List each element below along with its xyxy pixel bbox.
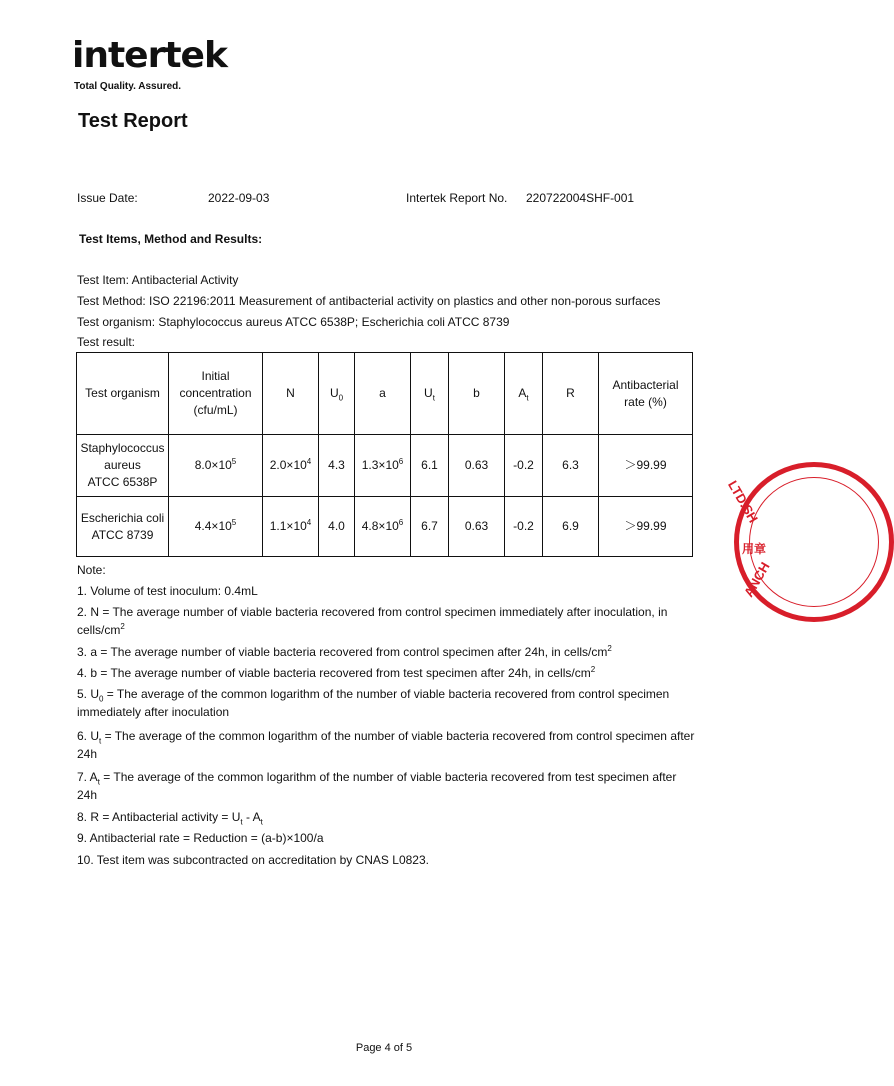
cell-organism: Staphylococcus aureus ATCC 6538P [77, 435, 169, 497]
header-n: N [263, 353, 319, 435]
cell-b: 0.63 [449, 497, 505, 557]
cell-r: 6.3 [543, 435, 599, 497]
section-heading: Test Items, Method and Results: [79, 232, 263, 246]
cell-organism: Escherichia coli ATCC 8739 [77, 497, 169, 557]
report-no-label: Intertek Report No. [406, 191, 508, 205]
logo-tagline: Total Quality. Assured. [74, 81, 182, 92]
results-table [76, 352, 693, 557]
cell-ut: 6.7 [411, 497, 449, 557]
test-result-label: Test result: [77, 335, 136, 349]
note-2: 2. N = The average number of viable bacteria recovered from control specimen immediately after inoculation, in cells/$cm^2$ [77, 605, 668, 637]
note-7: 7. $A_t$ = The average of the common logarithm of the number of viable bacteria recovered from test specimen after 24h [77, 770, 677, 802]
header-antibacterial-rate: Antibacterial rate (%) [599, 353, 693, 435]
cell-ut: 6.1 [411, 435, 449, 497]
cell-initial: $4.4\times 10^5$ [169, 497, 263, 557]
cell-r: 6.9 [543, 497, 599, 557]
cell-n: $2.0\times 10^4$ [263, 435, 319, 497]
table-row [77, 497, 693, 557]
note-1: 1. Volume of test inoculum: 0.4mL [77, 584, 258, 598]
cell-at: -0.2 [505, 497, 543, 557]
cell-rate: ＞99.99 [599, 435, 693, 497]
note-4: 4. b = The average number of viable bacteria recovered from test specimen after 24h, in cells/$cm^2$ [77, 665, 596, 680]
header-u0: $U_0$ [319, 353, 355, 435]
issue-date-label: Issue Date: [77, 191, 138, 205]
cell-u0: 4.3 [319, 435, 355, 497]
cell-rate: ＞99.99 [599, 497, 693, 557]
cell-b: 0.63 [449, 435, 505, 497]
test-method: Test Method: ISO 22196:2011 Measurement of antibacterial activity on plastics and other non-porous surfaces [77, 294, 661, 308]
header-initial-concentration: Initial concentration (cfu/mL) [169, 353, 263, 435]
note-5: 5. $U_0$ = The average of the common logarithm of the number of viable bacteria recovered from control specimen immediately after inoculation [77, 687, 670, 719]
header-r: R [543, 353, 599, 435]
test-organism: Test organism: Staphylococcus aureus ATCC 6538P; Escherichia coli ATCC 8739 [77, 315, 510, 329]
page-title: Test Report [78, 110, 188, 132]
seal-text-cjk: 用章 [742, 542, 767, 556]
header-ut: $U_t$ [411, 353, 449, 435]
header-organism: Test organism [77, 353, 169, 435]
note-3: 3. a = The average number of viable bacteria recovered from control specimen after 24h, in cells/$cm^2$ [77, 644, 612, 659]
header-at: $A_t$ [505, 353, 543, 435]
header-a: a [355, 353, 411, 435]
cell-a: $1.3\times 10^6$ [355, 435, 411, 497]
test-item: Test Item: Antibacterial Activity [77, 273, 239, 287]
cell-u0: 4.0 [319, 497, 355, 557]
cell-n: $1.1\times 10^4$ [263, 497, 319, 557]
header-b: b [449, 353, 505, 435]
seal-text-top: LTD.SH [725, 478, 761, 526]
cell-initial: $8.0\times 10^5$ [169, 435, 263, 497]
report-no-value: 220722004SHF-001 [526, 191, 635, 205]
note-10: 10. Test item was subcontracted on accreditation by CNAS L0823. [77, 853, 429, 867]
note-8: 8. R = Antibacterial activity = $U_t - A_t$ [77, 810, 263, 827]
intertek-logo: intertek [72, 35, 227, 76]
cell-a: $4.8\times 10^6$ [355, 497, 411, 557]
note-9: 9. Antibacterial rate = Reduction = (a-b)×100/a [77, 831, 324, 845]
table-header-row [77, 353, 693, 435]
note-6: 6. $U_t$ = The average of the common logarithm of the number of viable bacteria recovered from control specimen after 24h [77, 729, 695, 761]
cell-at: -0.2 [505, 435, 543, 497]
page-number: Page 4 of 5 [355, 1042, 413, 1054]
issue-date-value: 2022-09-03 [208, 191, 270, 205]
notes-label: Note: [77, 563, 106, 577]
table-row [77, 435, 693, 497]
seal-text-bottom: ANCH [740, 559, 773, 600]
